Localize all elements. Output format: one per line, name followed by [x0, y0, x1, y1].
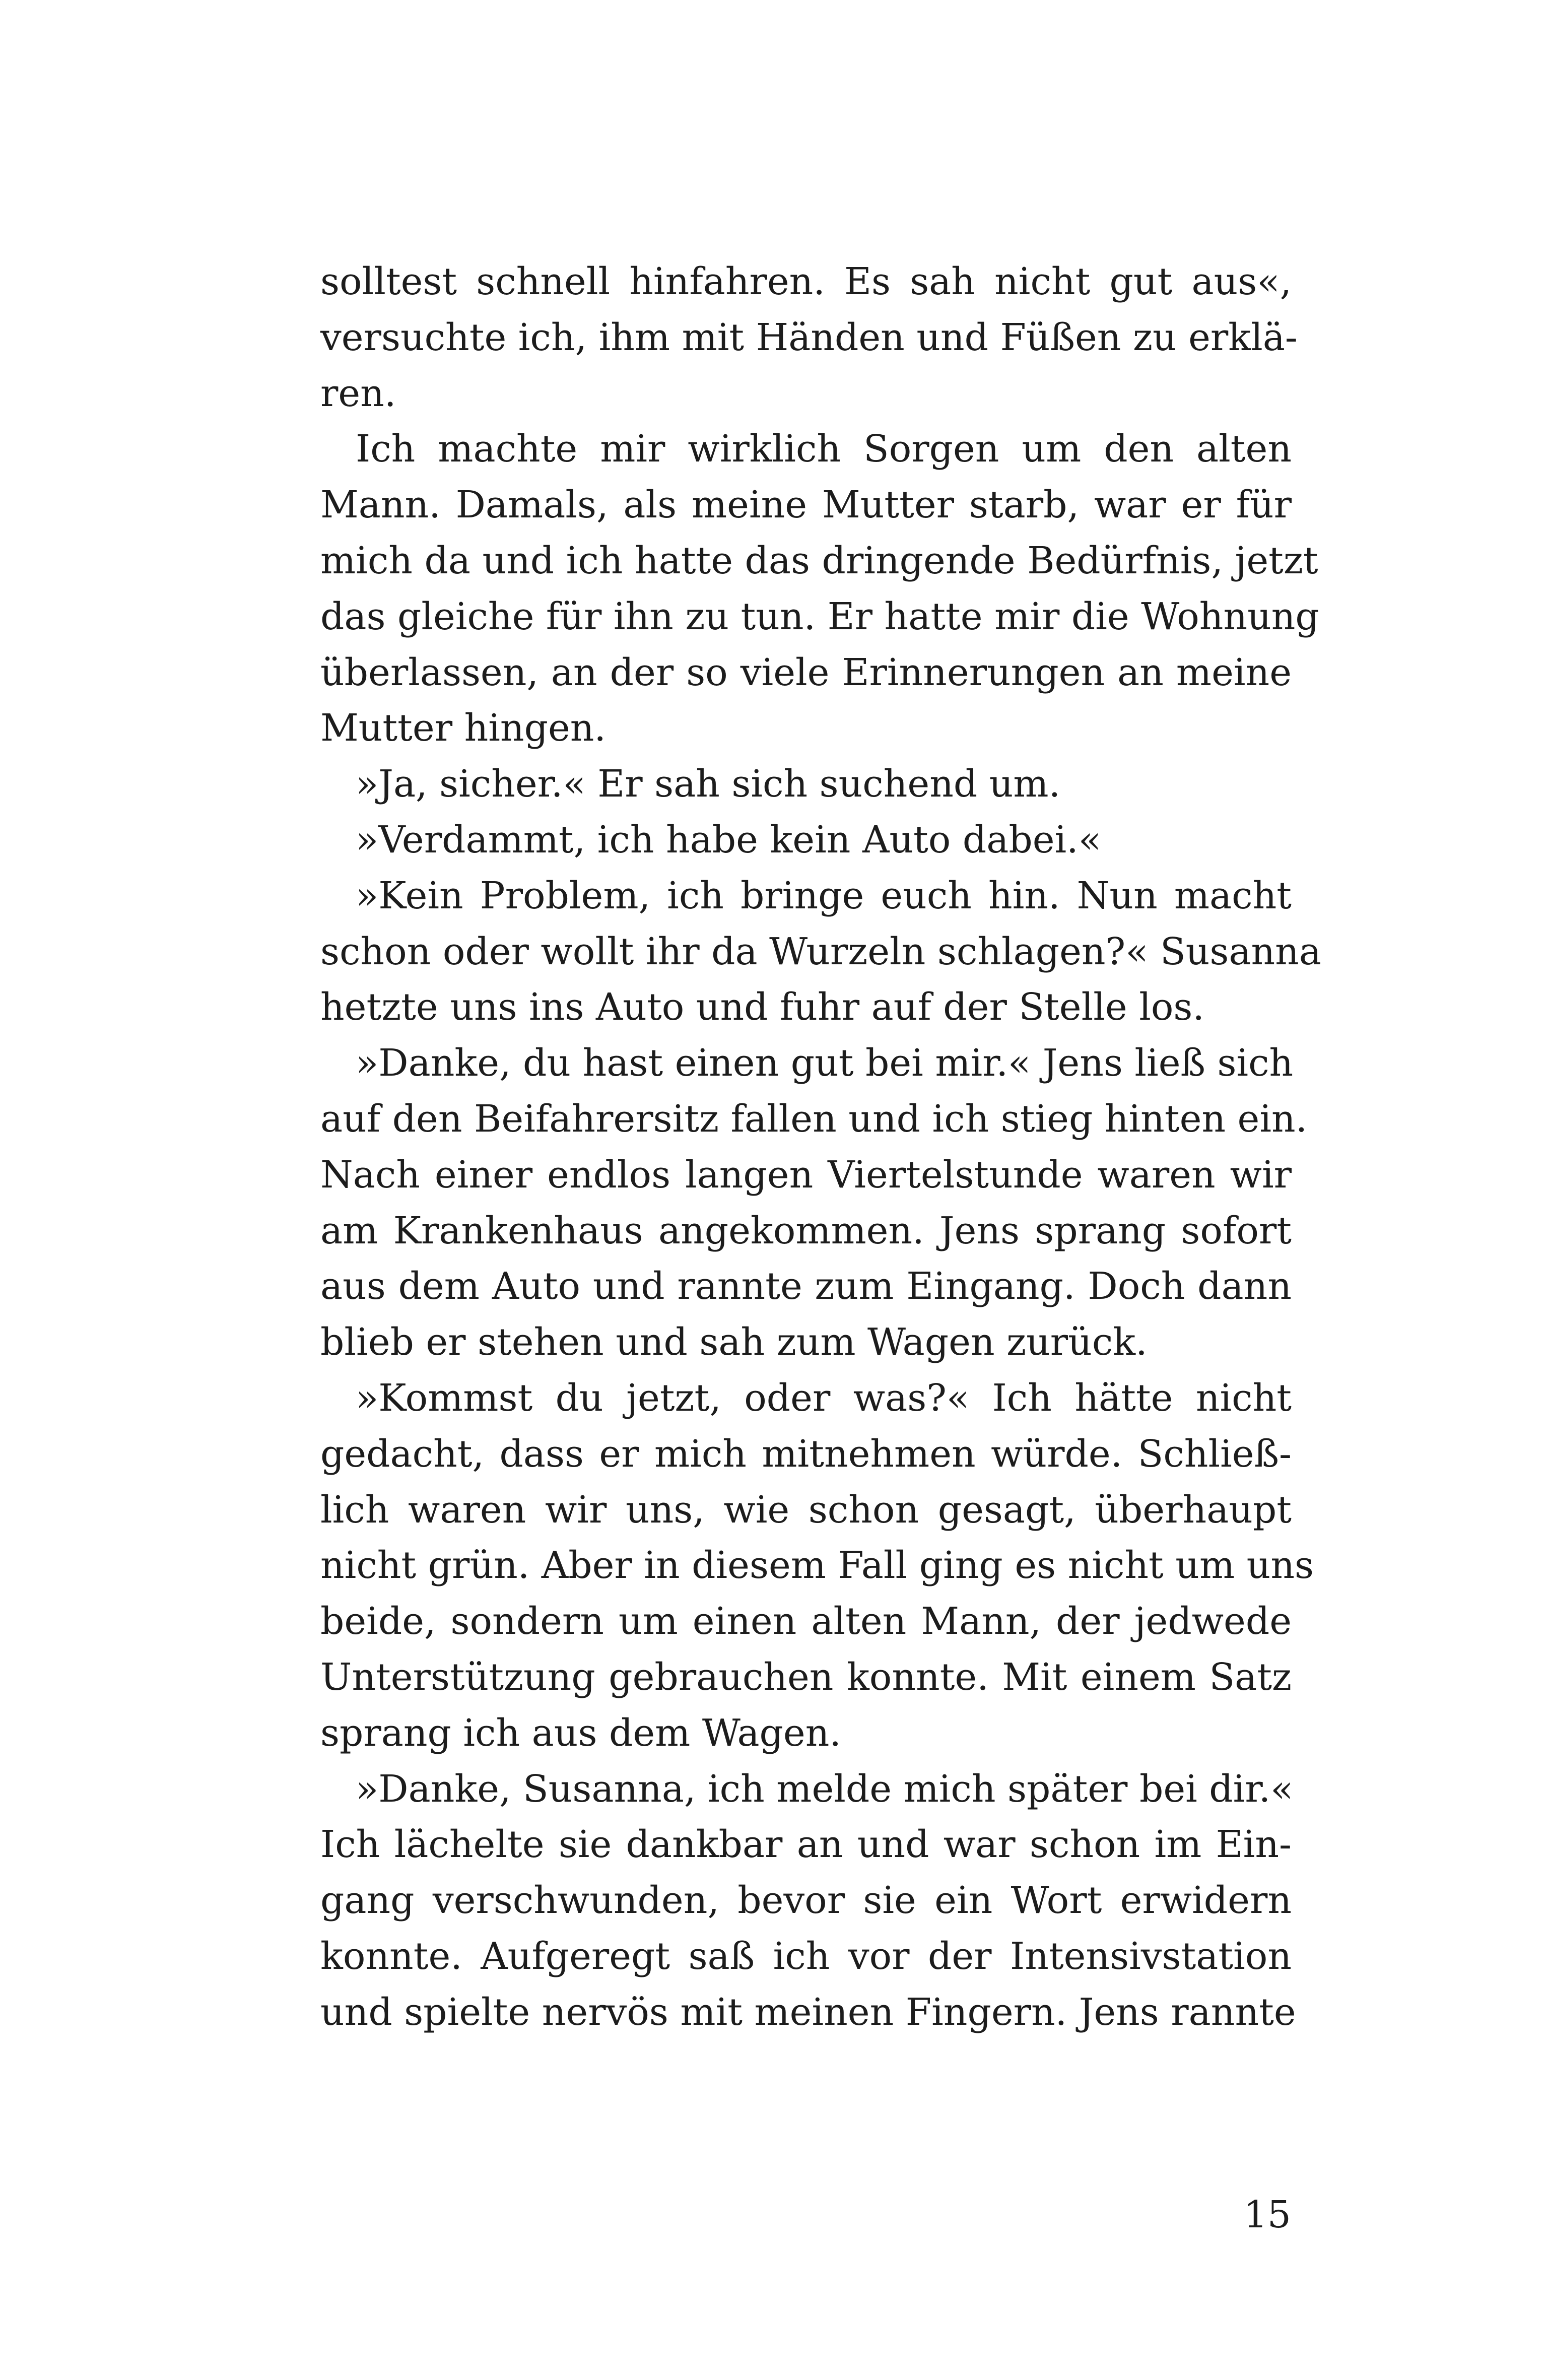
text-line: »Danke, du hast einen gut bei mir.« Jens ließ sich	[356, 1041, 1294, 1085]
text-line: am Krankenhaus angekommen. Jens sprang sofort	[320, 1209, 1292, 1252]
page-number: 15	[1243, 2193, 1291, 2236]
text-line: Unterstützung gebrauchen konnte. Mit einem Satz	[320, 1655, 1292, 1699]
text-line: Ich lächelte sie dankbar an und war schon im Ein-	[320, 1823, 1292, 1867]
text-line: beide, sondern um einen alten Mann, der jedwede	[320, 1600, 1292, 1643]
text-line: schon oder wollt ihr da Wurzeln schlagen?« Susanna	[320, 930, 1321, 973]
text-line: nicht grün. Aber in diesem Fall ging es nicht um uns	[320, 1544, 1314, 1588]
text-line: Nach einer endlos langen Viertelstunde waren wir	[320, 1153, 1292, 1197]
text-line: auf den Beifahrersitz fallen und ich stieg hinten ein.	[320, 1097, 1308, 1141]
text-line: »Ja, sicher.« Er sah sich suchend um.	[356, 762, 1061, 806]
body-text	[320, 254, 1321, 2040]
text-line: »Kein Problem, ich bringe euch hin. Nun macht	[356, 874, 1292, 917]
text-line: hetzte uns ins Auto und fuhr auf der Stelle los.	[320, 985, 1204, 1029]
text-line: ren.	[320, 371, 396, 415]
text-line: das gleiche für ihn zu tun. Er hatte mir die Wohnung	[320, 594, 1319, 638]
text-line: Mann. Damals, als meine Mutter starb, war er für	[320, 483, 1292, 527]
text-line: »Verdammt, ich habe kein Auto dabei.«	[356, 818, 1101, 862]
text-line: versuchte ich, ihm mit Händen und Füßen zu erklä-	[320, 315, 1298, 359]
text-line: »Kommst du jetzt, oder was?« Ich hätte nicht	[356, 1376, 1292, 1420]
text-line: sprang ich aus dem Wagen.	[320, 1711, 841, 1755]
text-line: aus dem Auto und rannte zum Eingang. Doch dann	[320, 1265, 1292, 1308]
text-line: überlassen, an der so viele Erinnerungen an meine	[320, 650, 1292, 694]
text-line: »Danke, Susanna, ich melde mich später bei dir.«	[356, 1767, 1294, 1811]
text-line: Mutter hingen.	[320, 706, 606, 750]
text-line: Ich machte mir wirklich Sorgen um den alten	[356, 427, 1292, 471]
text-line: blieb er stehen und sah zum Wagen zurück.	[320, 1320, 1148, 1364]
text-line: und spielte nervös mit meinen Fingern. Jens rannte	[320, 1990, 1296, 2034]
text-line: mich da und ich hatte das dringende Bedürfnis, jetzt	[320, 539, 1318, 582]
text-line: gang verschwunden, bevor sie ein Wort erwidern	[320, 1879, 1292, 1923]
text-line: konnte. Aufgeregt saß ich vor der Intensivstation	[320, 1934, 1292, 1978]
text-line: gedacht, dass er mich mitnehmen würde. Schließ-	[320, 1432, 1292, 1476]
text-line: lich waren wir uns, wie schon gesagt, überhaupt	[320, 1488, 1292, 1532]
text-line: solltest schnell hinfahren. Es sah nicht gut aus«,	[320, 260, 1292, 303]
